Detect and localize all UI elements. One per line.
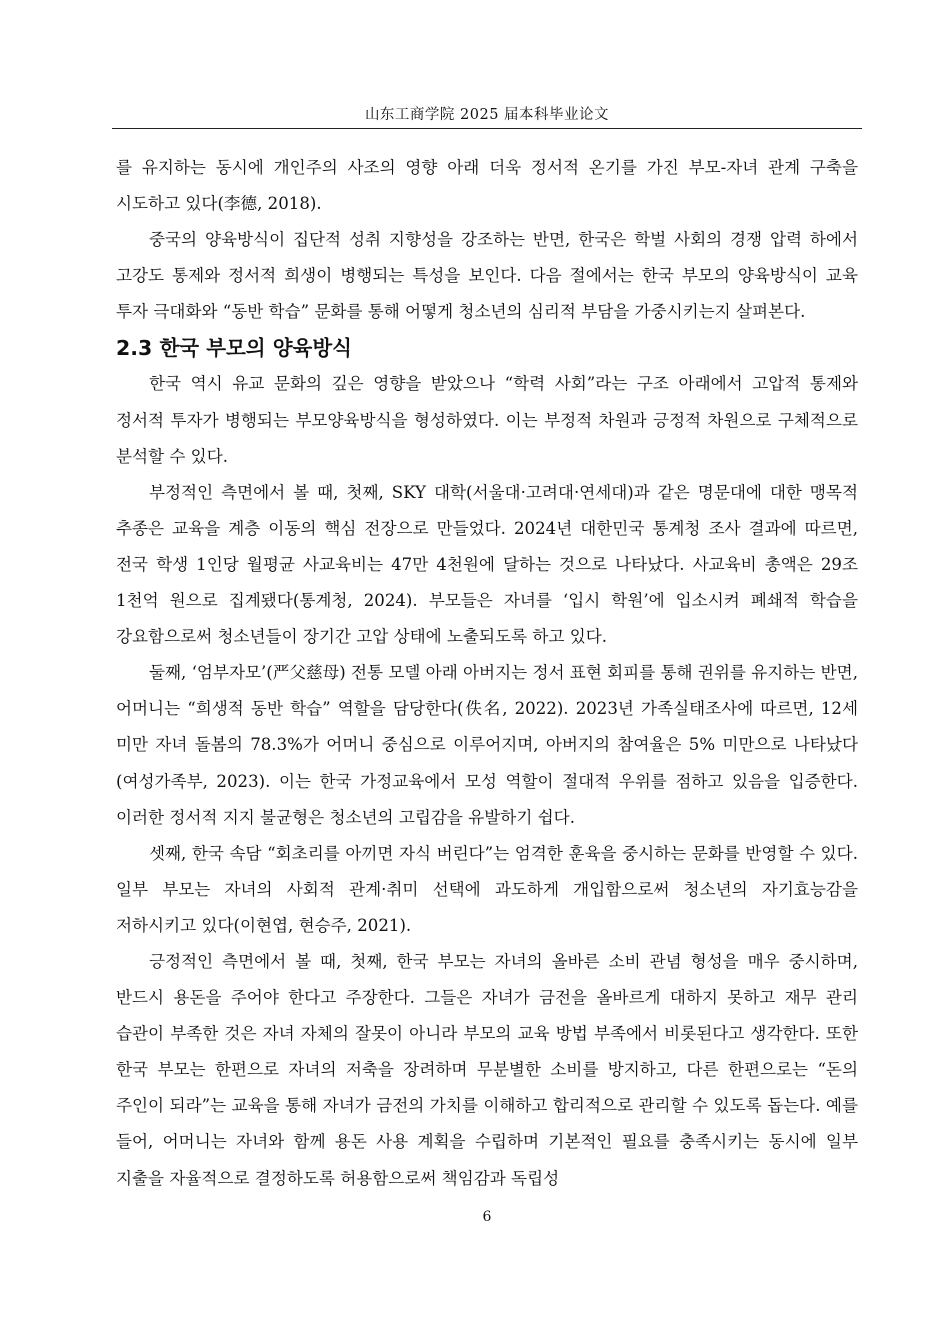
paragraph-negative-first: 부정적인 측면에서 볼 때, 첫째, SKY 대학(서울대·고려대·연세대)과 같은 명문대에 대한 맹목적 추종은 교육을 계층 이동의 핵심 전장으로 만들었다. 2024년 대한민국 통계청 조사 결과에 따르면, 전국 학생 1인당 월평균 사교육비는 47만 4천원에 달하는 것으로 나타났다. 사교육비 총액은 29조 1천억 원으로 집계됐다(통계청, 2024). 부모들은 자녀를 ‘입시 학원’에 입소시켜 폐쇄적 학습을 강요함으로써 청소년들이 장기간 고압 상태에 노출되도록 하고 있다. (116, 482, 858, 647)
paragraph-continuation: 를 유지하는 동시에 개인주의 사조의 영향 아래 더욱 정서적 온기를 가진 부모-자녀 관계 구축을 시도하고 있다(李德, 2018). (116, 158, 858, 214)
paragraph-negative-second: 둘째, ‘엄부자모’(严父慈母) 전통 모델 아래 아버지는 정서 표현 회피를 통해 권위를 유지하는 반면, 어머니는 “희생적 동반 학습” 역할을 담당한다(佚名, 2022). 2023년 가족실태조사에 따르면, 12세 미만 자녀 돌봄의 78.3%가 어머니 중심으로 이루어지며, 아버지의 참여율은 5% 미만으로 나타났다(여성가족부, 2023). 이는 한국 가정교육에서 모성 역할이 절대적 우위를 점하고 있음을 입증한다. 이러한 정서적 지지 불균형은 청소년의 고립감을 유발하기 쉽다. (116, 663, 858, 827)
page-body (116, 150, 858, 1197)
page-header-title: 山东工商学院 2025 届本科毕业论文 (364, 107, 610, 123)
header-divider (112, 128, 862, 129)
paragraph-china-korea-comparison: 중국의 양육방식이 집단적 성취 지향성을 강조하는 반면, 한국은 학벌 사회의 경쟁 압력 하에서 고강도 통제와 정서적 희생이 병행되는 특성을 보인다. 다음 절에서는 한국 부모의 양육방식이 교육 투자 극대화와 “동반 학습” 문화를 통해 어떻게 청소년의 심리적 부담을 가중시키는지 살펴본다. (116, 230, 858, 322)
paragraph-korean-parenting-intro: 한국 역시 유교 문화의 깊은 영향을 받았으나 “학력 사회”라는 구조 아래에서 고압적 통제와 정서적 투자가 병행되는 부모양육방식을 형성하였다. 이는 부정적 차원과 긍정적 차원으로 구체적으로 분석할 수 있다. (116, 374, 858, 466)
paragraph-negative-third: 셋째, 한국 속담 “회초리를 아끼면 자식 버린다”는 엄격한 훈육을 중시하는 문화를 반영할 수 있다. 일부 부모는 자녀의 사회적 관계·취미 선택에 과도하게 개입함으로써 청소년의 자기효능감을 저하시키고 있다(이현엽, 현승주, 2021). (116, 843, 858, 935)
page-number: 6 (482, 1209, 492, 1225)
section-heading: 2.3 한국 부모의 양육방식 (116, 336, 352, 361)
paragraph-positive-first: 긍정적인 측면에서 볼 때, 첫째, 한국 부모는 자녀의 올바른 소비 관념 형성을 매우 중시하며, 반드시 용돈을 주어야 한다고 주장한다. 그들은 자녀가 금전을 올바르게 대하지 못하고 재무 관리 습관이 부족한 것은 자녀 자체의 잘못이 아니라 부모의 교육 방법 부족에서 비롯된다고 생각한다. 또한 한국 부모는 한편으로 자녀의 저축을 장려하며 무분별한 소비를 방지하고, 다른 한편으로는 “돈의 주인이 되라”는 교육을 통해 자녀가 금전의 가치를 이해하고 합리적으로 관리할 수 있도록 돕는다. 예를 들어, 어머니는 자녀와 함께 용돈 사용 계획을 수립하며 기본적인 필요를 충족시키는 동시에 일부 지출을 자율적으로 결정하도록 허용함으로써 책임감과 독립성 (116, 951, 858, 1188)
